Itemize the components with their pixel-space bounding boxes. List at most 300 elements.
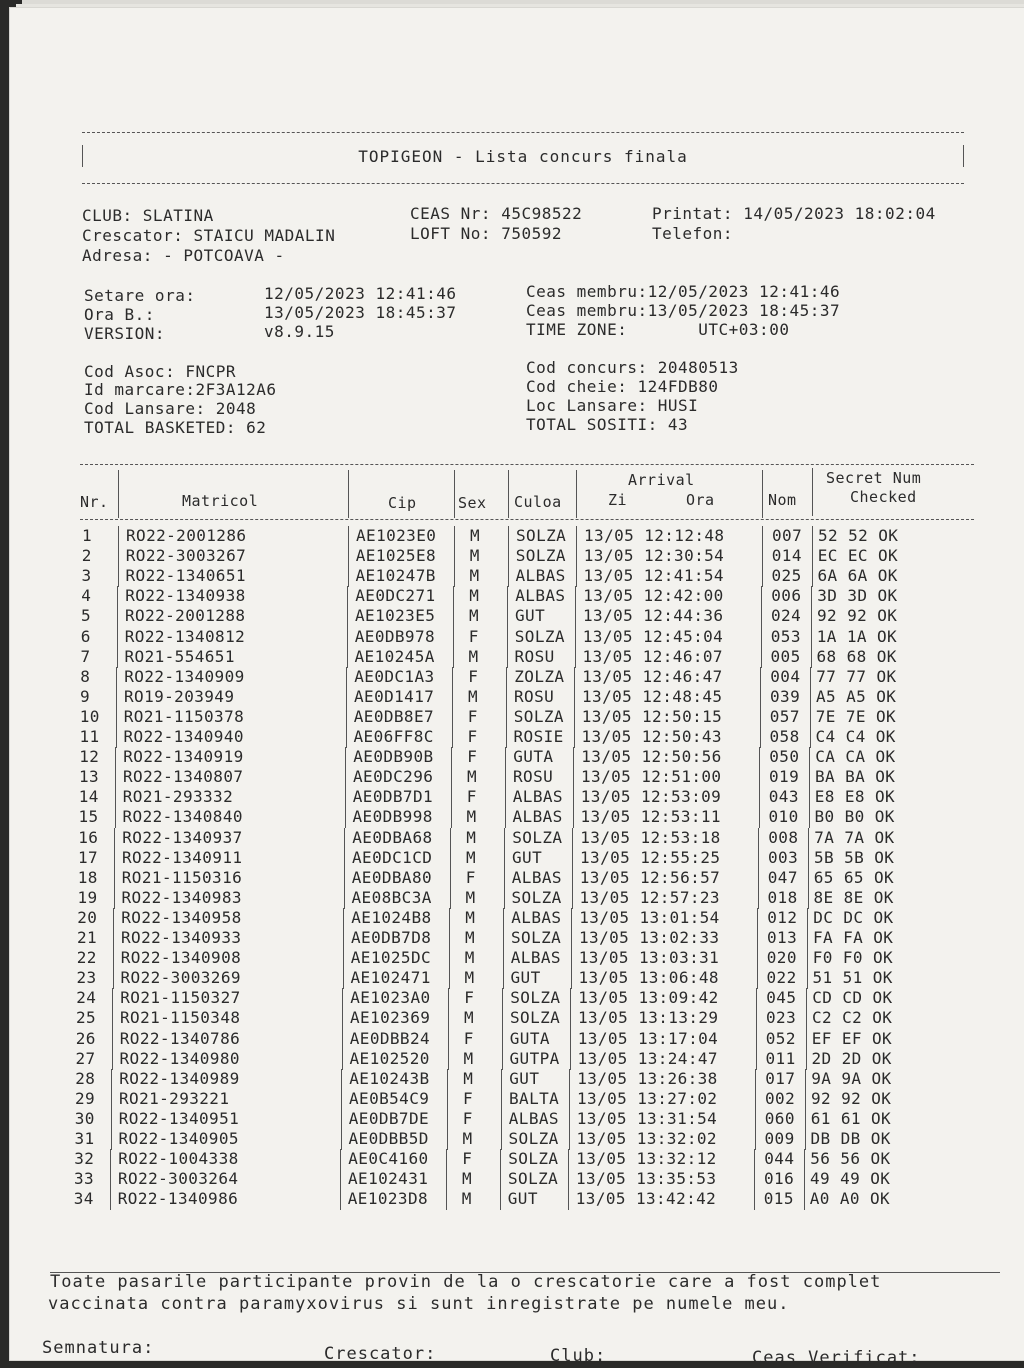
column-divider [342, 1029, 343, 1050]
column-divider [451, 767, 452, 788]
column-divider [113, 968, 114, 989]
column-divider [506, 687, 507, 708]
table-row [10, 888, 1010, 908]
column-divider [447, 1109, 448, 1130]
column-divider [453, 647, 454, 668]
row-secret: 52 52 OK [818, 526, 899, 545]
row-secret: 92 92 OK [811, 1088, 892, 1108]
column-divider [117, 606, 118, 627]
column-divider [806, 988, 807, 1009]
column-divider [761, 627, 762, 648]
row-cip: AE0DB978 [354, 626, 436, 646]
title-box [82, 132, 964, 184]
table-header-rule [80, 519, 974, 520]
row-matricol: RO22-1340911 [122, 847, 243, 867]
row-cip: AE0DBA80 [351, 867, 433, 887]
column-divider [806, 1049, 807, 1070]
row-nr: 3 [81, 566, 92, 586]
column-divider [116, 667, 117, 688]
row-culoa: SOLZA [508, 1129, 559, 1148]
column-divider [757, 928, 758, 949]
marking-id: Id marcare:2F3A12A6 [84, 380, 277, 399]
column-divider [811, 627, 812, 648]
row-sex: F [465, 867, 476, 887]
column-divider [810, 687, 811, 708]
column-divider [453, 627, 454, 648]
column-divider [117, 627, 118, 648]
row-matricol: RO22-1340905 [118, 1129, 239, 1148]
table-row [10, 1189, 1010, 1209]
row-nr: 5 [81, 606, 92, 626]
column-divider [754, 1189, 755, 1210]
column-divider [112, 988, 113, 1009]
column-divider [450, 848, 451, 869]
column-divider [502, 988, 503, 1009]
column-divider [454, 526, 455, 547]
row-nr: 31 [74, 1129, 95, 1148]
column-divider [502, 1049, 503, 1070]
column-divider [447, 1089, 448, 1110]
column-divider [345, 807, 346, 828]
column-divider [571, 968, 572, 989]
column-divider [572, 868, 573, 889]
row-sex: F [462, 1108, 473, 1128]
column-divider [760, 707, 761, 728]
column-divider [111, 1069, 112, 1090]
header-divider [454, 470, 455, 518]
row-arrival: 13/05 12:50:43 [581, 727, 722, 746]
row-sex: M [469, 606, 480, 626]
row-nom: 016 [764, 1169, 795, 1189]
column-divider [811, 647, 812, 668]
column-divider [762, 546, 763, 567]
row-arrival: 13/05 12:45:04 [582, 626, 724, 646]
row-nom: 050 [769, 747, 800, 767]
row-secret: 49 49 OK [810, 1169, 891, 1189]
row-cip: AE08BC3A [351, 887, 432, 907]
column-divider [346, 707, 347, 728]
address-label: Adresa: - POTCOAVA - [82, 246, 285, 265]
column-divider [573, 747, 574, 768]
column-divider [504, 888, 505, 909]
row-cip: AE1023D8 [347, 1189, 429, 1209]
column-divider [756, 988, 757, 1009]
column-divider [757, 948, 758, 969]
row-cip: AE0DB998 [352, 807, 433, 827]
column-divider [116, 707, 117, 728]
row-cip: AE1023E5 [355, 606, 436, 626]
row-secret: 9A 9A OK [811, 1068, 892, 1088]
column-divider [576, 526, 577, 547]
row-matricol: RO21-1150327 [120, 988, 241, 1008]
column-divider [449, 928, 450, 949]
column-divider [341, 1109, 342, 1130]
column-divider [500, 1169, 501, 1190]
row-cip: AE1025DC [350, 948, 432, 968]
column-divider [452, 667, 453, 688]
table-row [10, 1169, 1010, 1189]
column-divider [501, 1069, 502, 1090]
row-arrival: 13/05 12:46:47 [582, 666, 723, 686]
table-row [10, 908, 1010, 928]
column-divider [807, 968, 808, 989]
column-divider [505, 747, 506, 768]
column-divider [452, 687, 453, 708]
setting-value-1: 12/05/2023 12:41:46 [264, 284, 457, 303]
column-divider [118, 566, 119, 587]
column-divider [500, 1149, 501, 1170]
column-divider [115, 787, 116, 808]
row-secret: 2D 2D OK [811, 1048, 892, 1068]
column-divider [762, 526, 763, 547]
row-cip: AE1024B8 [351, 907, 432, 927]
row-nr: 9 [80, 686, 91, 706]
column-divider [573, 807, 574, 828]
column-divider [570, 1029, 571, 1050]
row-matricol: RO21-1150316 [121, 867, 243, 887]
column-divider [450, 888, 451, 909]
column-divider [340, 1169, 341, 1190]
row-culoa: ALBAS [515, 586, 566, 606]
column-divider [758, 868, 759, 889]
row-matricol: RO21-1150378 [123, 706, 245, 726]
column-divider [112, 1008, 113, 1029]
column-divider [759, 747, 760, 768]
row-cip: AE0DC296 [353, 767, 434, 787]
column-divider [115, 807, 116, 828]
table-row [10, 928, 1010, 948]
column-divider [808, 848, 809, 869]
column-divider [569, 1129, 570, 1150]
row-arrival: 13/05 12:56:57 [579, 867, 721, 887]
row-nr: 23 [76, 968, 97, 988]
row-culoa: ALBAS [512, 787, 563, 807]
column-divider [449, 908, 450, 929]
column-divider [115, 747, 116, 768]
column-divider [758, 848, 759, 869]
column-divider [760, 667, 761, 688]
column-divider [758, 888, 759, 909]
column-divider [575, 647, 576, 668]
table-row [10, 868, 1010, 888]
row-secret: 92 92 OK [817, 606, 898, 626]
row-culoa: ROSIE [513, 727, 564, 746]
column-divider [110, 1149, 111, 1170]
column-divider [111, 1129, 112, 1150]
row-matricol: RO22-2001288 [125, 606, 246, 626]
row-nom: 022 [766, 968, 797, 988]
column-divider [504, 868, 505, 889]
time-zone: TIME ZONE: UTC+03:00 [526, 320, 790, 339]
row-nr: 2 [81, 546, 92, 566]
header-divider [576, 470, 577, 518]
column-divider [449, 968, 450, 989]
column-divider [449, 948, 450, 969]
row-culoa: ALBAS [511, 907, 562, 927]
row-culoa: ROSU [514, 646, 555, 666]
column-divider [757, 908, 758, 929]
table-row [10, 606, 1010, 626]
row-secret: FA FA OK [813, 928, 894, 947]
column-divider [450, 868, 451, 889]
column-divider [808, 868, 809, 889]
column-divider [574, 687, 575, 708]
column-divider [115, 767, 116, 788]
row-nr: 30 [74, 1108, 95, 1128]
table-row [10, 546, 1010, 566]
column-divider [505, 787, 506, 808]
row-culoa: ALBAS [512, 807, 563, 827]
column-divider [812, 546, 813, 567]
col-checked: Checked [850, 488, 917, 506]
column-divider [759, 787, 760, 808]
row-nr: 17 [78, 847, 99, 867]
row-sex: M [464, 948, 475, 968]
row-arrival: 13/05 12:57:23 [579, 887, 720, 907]
column-divider [576, 566, 577, 587]
row-culoa: SOLZA [510, 988, 561, 1008]
key-code: Cod cheie: 124FDB80 [526, 377, 719, 396]
column-divider [807, 928, 808, 949]
row-nr: 32 [74, 1149, 95, 1169]
row-arrival: 13/05 12:41:54 [583, 566, 724, 586]
column-divider [113, 908, 114, 929]
row-nom: 017 [765, 1068, 796, 1088]
row-nom: 025 [771, 566, 802, 586]
row-matricol: RO22-1340812 [124, 626, 246, 646]
row-nom: 023 [766, 1008, 797, 1028]
column-divider [446, 1149, 447, 1170]
row-nom: 008 [768, 827, 799, 847]
row-sex: F [463, 1088, 474, 1108]
row-arrival: 13/05 13:17:04 [577, 1028, 719, 1048]
row-secret: 56 56 OK [810, 1149, 891, 1169]
column-divider [112, 1029, 113, 1050]
column-divider [343, 928, 344, 949]
column-divider [117, 586, 118, 607]
column-divider [810, 667, 811, 688]
row-matricol: RO22-1340908 [120, 948, 242, 968]
column-divider [810, 727, 811, 748]
row-arrival: 13/05 13:09:42 [578, 988, 719, 1008]
row-culoa: SOLZA [508, 1169, 559, 1189]
row-secret: EC EC OK [817, 546, 899, 566]
column-divider [501, 1089, 502, 1110]
column-divider [508, 566, 509, 587]
column-divider [809, 787, 810, 808]
row-matricol: RO22-2001286 [126, 526, 247, 545]
release-location: Loc Lansare: HUSI [526, 396, 699, 415]
row-arrival: 13/05 13:06:48 [578, 968, 719, 988]
contest-code: Cod concurs: 20480513 [526, 358, 739, 377]
row-matricol: RO22-3003267 [125, 546, 247, 566]
column-divider [505, 807, 506, 828]
row-matricol: RO22-1340980 [119, 1048, 240, 1068]
row-culoa: ROSU [514, 686, 555, 706]
column-divider [344, 888, 345, 909]
column-divider [501, 1129, 502, 1150]
column-divider [575, 627, 576, 648]
row-nr: 13 [79, 767, 100, 787]
column-divider [576, 546, 577, 567]
column-divider [343, 908, 344, 929]
column-divider [507, 606, 508, 627]
column-divider [348, 546, 349, 567]
column-divider [450, 828, 451, 849]
column-divider [759, 807, 760, 828]
column-divider [348, 566, 349, 587]
row-nom: 015 [763, 1189, 794, 1209]
table-row [10, 1129, 1010, 1149]
row-culoa: GUTPA [509, 1048, 560, 1068]
column-divider [811, 586, 812, 607]
total-basketed: TOTAL BASKETED: 62 [84, 418, 267, 437]
row-nr: 21 [77, 928, 98, 947]
row-matricol: RO21-1150348 [120, 1008, 241, 1028]
row-culoa: SOLZA [514, 626, 565, 646]
declaration-line-2: vaccinata contra paramyxovirus si sunt inregistrate pe numele meu. [48, 1294, 790, 1314]
column-divider [508, 526, 509, 547]
column-divider [808, 888, 809, 909]
column-divider [570, 1049, 571, 1070]
row-matricol: RO22-1340909 [124, 666, 245, 686]
column-divider [508, 546, 509, 567]
column-divider [807, 948, 808, 969]
row-arrival: 13/05 13:03:31 [578, 948, 720, 968]
column-divider [111, 1089, 112, 1110]
col-culoa: Culoa [514, 493, 562, 511]
row-culoa: GUT [510, 968, 541, 988]
row-arrival: 13/05 13:35:53 [576, 1169, 717, 1189]
column-divider [571, 948, 572, 969]
row-nr: 1 [82, 526, 93, 545]
column-divider [116, 687, 117, 708]
row-sex: M [467, 767, 478, 787]
row-secret: C2 C2 OK [812, 1008, 893, 1028]
row-secret: CA CA OK [815, 747, 896, 767]
member-clock-2: Ceas membru:13/05/2023 18:45:37 [526, 301, 841, 320]
table-row [10, 627, 1010, 647]
column-divider [574, 707, 575, 728]
row-sex: M [466, 827, 477, 847]
column-divider [503, 948, 504, 969]
column-divider [756, 1008, 757, 1029]
row-nr: 16 [78, 827, 99, 847]
row-cip: AE0DC1CD [352, 847, 433, 867]
row-arrival: 13/05 12:50:56 [581, 747, 722, 767]
row-cip: AE06FF8C [353, 727, 434, 746]
table-row [10, 687, 1010, 707]
printed-page [10, 8, 1024, 1368]
row-secret: 61 61 OK [810, 1108, 892, 1128]
row-sex: F [468, 626, 479, 646]
column-divider [340, 1149, 341, 1170]
table-row [10, 586, 1010, 606]
row-arrival: 13/05 13:01:54 [579, 907, 720, 927]
row-cip: AE10247B [355, 566, 436, 586]
table-row [10, 1008, 1010, 1028]
row-nom: 052 [765, 1028, 796, 1048]
row-culoa: GUT [509, 1068, 540, 1088]
row-nr: 25 [76, 1008, 97, 1028]
breeder-label: Crescator: STAICU MADALIN [82, 226, 336, 245]
row-sex: F [466, 787, 477, 807]
breeder-signature-label: Crescator: [324, 1344, 437, 1364]
row-nom: 045 [766, 988, 797, 1008]
row-culoa: SOLZA [511, 887, 562, 907]
row-secret: 8E 8E OK [813, 887, 894, 907]
column-divider [506, 727, 507, 748]
column-divider [756, 1029, 757, 1050]
column-divider [755, 1089, 756, 1110]
header-divider [812, 468, 813, 516]
column-divider [346, 727, 347, 748]
column-divider [507, 627, 508, 648]
row-nr: 7 [80, 646, 91, 666]
row-nom: 007 [772, 526, 803, 545]
row-cip: AE0DB8E7 [353, 706, 435, 726]
table-row [10, 566, 1010, 586]
col-cip: Cip [388, 494, 417, 512]
table-row [10, 647, 1010, 667]
row-matricol: RO22-1340786 [119, 1028, 241, 1048]
row-cip: AE102431 [348, 1169, 429, 1189]
row-secret: 68 68 OK [816, 646, 897, 666]
table-row [10, 727, 1010, 747]
table-row [10, 1109, 1010, 1129]
row-sex: F [468, 666, 479, 686]
column-divider [804, 1149, 805, 1170]
clock-verified-label: Ceas Verificat: [752, 1348, 921, 1368]
row-arrival: 13/05 13:24:47 [577, 1048, 718, 1068]
column-divider [572, 828, 573, 849]
column-divider [345, 747, 346, 768]
column-divider [114, 868, 115, 889]
column-divider [760, 727, 761, 748]
column-divider [110, 1169, 111, 1190]
assoc-code: Cod Asoc: FNCPR [84, 362, 236, 381]
row-sex: F [462, 1149, 473, 1169]
row-matricol: RO22-1340919 [123, 747, 244, 767]
column-divider [454, 546, 455, 567]
row-sex: M [465, 887, 476, 907]
total-arrived: TOTAL SOSITI: 43 [526, 415, 689, 434]
col-arrival: Arrival [628, 471, 695, 489]
column-divider [446, 1169, 447, 1190]
column-divider [113, 948, 114, 969]
table-row [10, 526, 1010, 546]
row-nr: 8 [80, 666, 91, 686]
row-matricol: RO22-3003269 [120, 968, 241, 988]
column-divider [572, 848, 573, 869]
column-divider [347, 647, 348, 668]
column-divider [804, 1189, 805, 1210]
row-nom: 005 [770, 646, 801, 666]
col-secret: Secret Num [826, 469, 922, 487]
row-secret: 7A 7A OK [814, 827, 895, 847]
row-nom: 047 [767, 867, 798, 887]
row-culoa: SOLZA [515, 546, 566, 566]
table-row [10, 807, 1010, 827]
row-secret: F0 F0 OK [812, 948, 894, 968]
row-culoa: SOLZA [516, 526, 567, 545]
row-matricol: RO22-1340958 [121, 907, 242, 927]
row-nom: 013 [767, 928, 798, 947]
row-matricol: RO22-1340933 [121, 928, 242, 947]
row-matricol: RO22-1340951 [118, 1108, 240, 1128]
row-sex: M [470, 526, 481, 545]
column-divider [504, 848, 505, 869]
